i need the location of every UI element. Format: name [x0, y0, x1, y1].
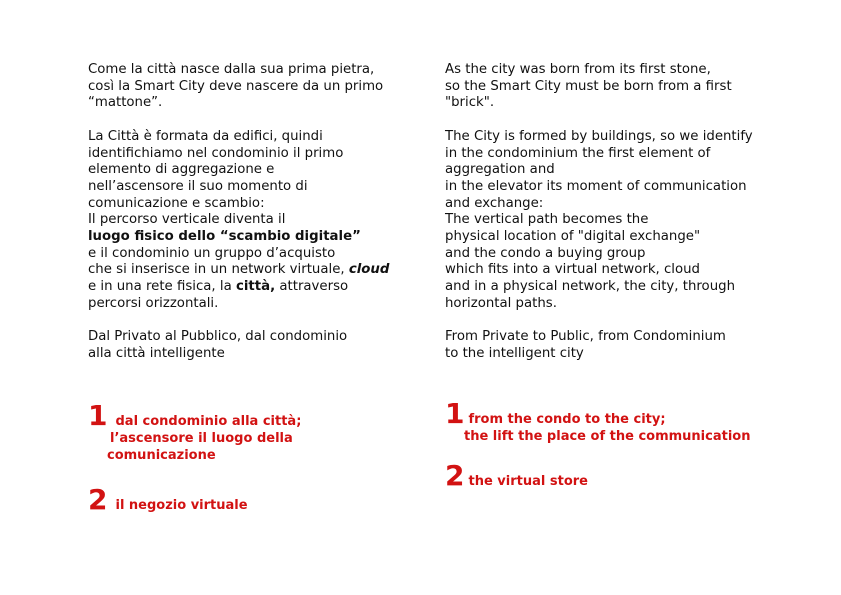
text-line: in the condominium the first element of — [445, 145, 711, 161]
item-number: 1 — [445, 397, 465, 430]
text-line: così la Smart City deve nascere da un primo — [88, 78, 384, 94]
text-line: The vertical path becomes the — [445, 212, 649, 228]
text-fragment: che si inserisce in un network virtuale, — [88, 262, 349, 278]
text-line: aggregation and — [445, 162, 555, 178]
text-line: physical location of "digital exchange" — [445, 229, 701, 245]
item-number: 1 — [88, 399, 108, 432]
italian-intro — [88, 62, 418, 112]
text-line: Il percorso verticale diventa il — [88, 212, 286, 228]
text-line: The City is formed by buildings, so we identify — [445, 128, 753, 144]
english-item-1 — [445, 397, 751, 445]
text-line: and exchange: — [445, 195, 544, 211]
text-line: “mattone”. — [88, 95, 163, 111]
item-number: 2 — [445, 459, 465, 492]
item-number: 2 — [88, 483, 108, 516]
highlight-digital-exchange: luogo fisico dello “scambio digitale” — [88, 229, 361, 245]
text-line: alla città intelligente — [88, 345, 225, 361]
english-outro — [445, 329, 815, 362]
text-line: "brick". — [445, 95, 495, 111]
english-column — [445, 62, 815, 379]
item-text: from the condo to the city; — [468, 412, 666, 427]
item-text: dal condominio alla città; — [115, 414, 302, 429]
text-line: to the intelligent city — [445, 345, 584, 361]
english-body — [445, 129, 815, 313]
italian-item-1 — [88, 399, 302, 464]
italian-column — [88, 62, 418, 379]
highlight-cloud: cloud — [348, 262, 390, 278]
text-line: and in a physical network, the city, through — [445, 279, 735, 295]
text-line: As the city was born from its first stone, — [445, 62, 711, 77]
text-line — [88, 279, 418, 296]
italian-body — [88, 129, 418, 313]
text-line: identifichiamo nel condominio il primo — [88, 145, 344, 161]
text-line: comunicazione e scambio: — [88, 195, 265, 211]
text-line: nell’ascensore il suo momento di — [88, 178, 308, 194]
text-line: which fits into a virtual network, cloud — [445, 262, 700, 278]
text-line: Come la città nasce dalla sua prima pietra, — [88, 62, 375, 77]
highlight-city: città, — [235, 279, 276, 295]
italian-item-2 — [88, 483, 248, 516]
item-text: il negozio virtuale — [115, 498, 248, 513]
item-text: l’ascensore il luogo della — [110, 431, 293, 446]
text-fragment: attraverso — [275, 279, 349, 295]
text-line: Dal Privato al Pubblico, dal condominio — [88, 329, 348, 345]
text-line — [88, 262, 418, 279]
text-fragment: e in una rete fisica, la — [88, 279, 236, 295]
item-text: comunicazione — [107, 448, 216, 463]
text-line: percorsi orizzontali. — [88, 295, 219, 311]
text-line: From Private to Public, from Condominium — [445, 329, 726, 345]
text-line: elemento di aggregazione e — [88, 162, 275, 178]
english-intro — [445, 62, 815, 112]
item-text: the virtual store — [468, 474, 588, 489]
text-line: in the elevator its moment of communication — [445, 178, 747, 194]
text-line: e il condominio un gruppo d’acquisto — [88, 245, 336, 261]
english-item-2 — [445, 459, 588, 492]
text-line: horizontal paths. — [445, 295, 557, 311]
italian-outro — [88, 329, 418, 362]
item-text: the lift the place of the communication — [464, 429, 751, 444]
text-line: so the Smart City must be born from a first — [445, 78, 732, 94]
text-line: and the condo a buying group — [445, 245, 646, 261]
text-line: La Città è formata da edifici, quindi — [88, 128, 323, 144]
